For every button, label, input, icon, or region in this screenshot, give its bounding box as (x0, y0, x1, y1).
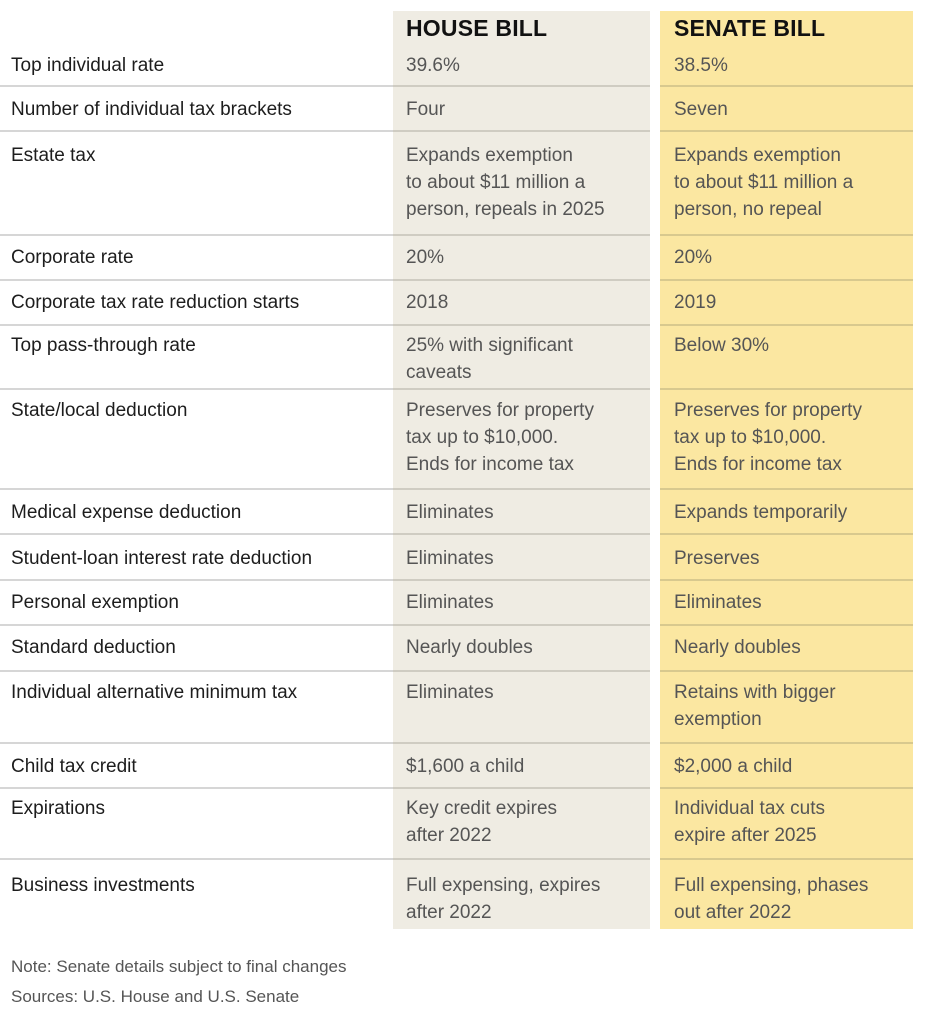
row-divider (0, 579, 393, 581)
house-value: Four (406, 99, 446, 120)
row-divider (660, 388, 913, 390)
table-header (0, 11, 928, 41)
row-label: Corporate rate (11, 247, 134, 268)
house-value: 2018 (406, 292, 449, 313)
senate-value: Full expensing, phases out after 2022 (674, 875, 869, 923)
row-divider (660, 858, 913, 860)
house-value: 20% (406, 247, 445, 268)
house-value: Nearly doubles (406, 637, 533, 658)
row-divider (393, 279, 650, 281)
senate-value: Preserves for property tax up to $10,000. Ends for income tax (674, 400, 862, 475)
senate-value: Retains with bigger exemption (674, 682, 836, 730)
row-divider (393, 130, 650, 132)
house-value: 25% with significant caveats (406, 335, 573, 383)
row-label: Medical expense deduction (11, 502, 242, 523)
house-value: $1,600 a child (406, 756, 525, 777)
house-value: Preserves for property tax up to $10,000. Ends for income tax (406, 400, 594, 475)
senate-value: Preserves (674, 548, 760, 569)
senate-value: $2,000 a child (674, 756, 793, 777)
row-divider (660, 624, 913, 626)
row-divider (393, 670, 650, 672)
row-divider (660, 234, 913, 236)
row-divider (393, 742, 650, 744)
row-divider (660, 324, 913, 326)
row-divider (0, 324, 393, 326)
row-divider (393, 388, 650, 390)
row-divider (0, 624, 393, 626)
row-label: Student-loan interest rate deduction (11, 548, 313, 569)
row-divider (393, 85, 650, 87)
row-divider (393, 787, 650, 789)
row-divider (0, 787, 393, 789)
row-divider (393, 324, 650, 326)
senate-value: 38.5% (674, 55, 728, 76)
row-label: Business investments (11, 875, 195, 896)
row-divider (393, 579, 650, 581)
row-label: Number of individual tax brackets (11, 99, 292, 120)
row-label: Expirations (11, 798, 105, 819)
row-divider (660, 279, 913, 281)
senate-bill-header: SENATE BILL (674, 15, 826, 41)
house-value: Expands exemption to about $11 million a person, repeals in 2025 (406, 145, 605, 220)
row-divider (660, 787, 913, 789)
senate-value: Eliminates (674, 592, 762, 613)
row-divider (660, 533, 913, 535)
row-divider (0, 234, 393, 236)
senate-value: Expands temporarily (674, 502, 848, 523)
row-label: Top individual rate (11, 55, 165, 76)
row-divider (0, 742, 393, 744)
row-divider (0, 130, 393, 132)
row-divider (0, 488, 393, 490)
house-value: Eliminates (406, 548, 494, 569)
row-divider (660, 670, 913, 672)
row-divider (660, 85, 913, 87)
row-divider (0, 533, 393, 535)
house-value: 39.6% (406, 55, 460, 76)
row-divider (660, 130, 913, 132)
row-divider (393, 234, 650, 236)
row-label: Child tax credit (11, 756, 137, 777)
row-divider (393, 858, 650, 860)
house-value: Eliminates (406, 592, 494, 613)
row-divider (393, 624, 650, 626)
row-divider (0, 858, 393, 860)
senate-value: Nearly doubles (674, 637, 801, 658)
senate-value: Individual tax cuts expire after 2025 (674, 798, 826, 846)
row-label: Corporate tax rate reduction starts (11, 292, 300, 313)
house-bill-header: HOUSE BILL (406, 15, 548, 41)
row-label: Estate tax (11, 145, 96, 166)
row-divider (660, 579, 913, 581)
row-divider (0, 670, 393, 672)
row-divider (660, 488, 913, 490)
sources-line: Sources: U.S. House and U.S. Senate (11, 987, 300, 1006)
senate-value: Below 30% (674, 335, 770, 356)
row-label: Personal exemption (11, 592, 179, 613)
senate-value: Seven (674, 99, 728, 120)
row-divider (0, 279, 393, 281)
senate-value: Expands exemption to about $11 million a person, no repeal (674, 145, 854, 220)
row-label: Top pass-through rate (11, 335, 196, 356)
row-label: Standard deduction (11, 637, 176, 658)
footnote: Note: Senate details subject to final changes (11, 957, 347, 976)
row-label: State/local deduction (11, 400, 188, 421)
senate-value: 20% (674, 247, 713, 268)
row-divider (660, 742, 913, 744)
row-divider (0, 85, 393, 87)
senate-value: 2019 (674, 292, 717, 313)
house-value: Key credit expires after 2022 (406, 798, 558, 846)
house-value: Eliminates (406, 502, 494, 523)
row-label: Individual alternative minimum tax (11, 682, 298, 703)
row-divider (393, 488, 650, 490)
house-value: Eliminates (406, 682, 494, 703)
row-divider (393, 533, 650, 535)
house-value: Full expensing, expires after 2022 (406, 875, 601, 923)
row-divider (0, 388, 393, 390)
